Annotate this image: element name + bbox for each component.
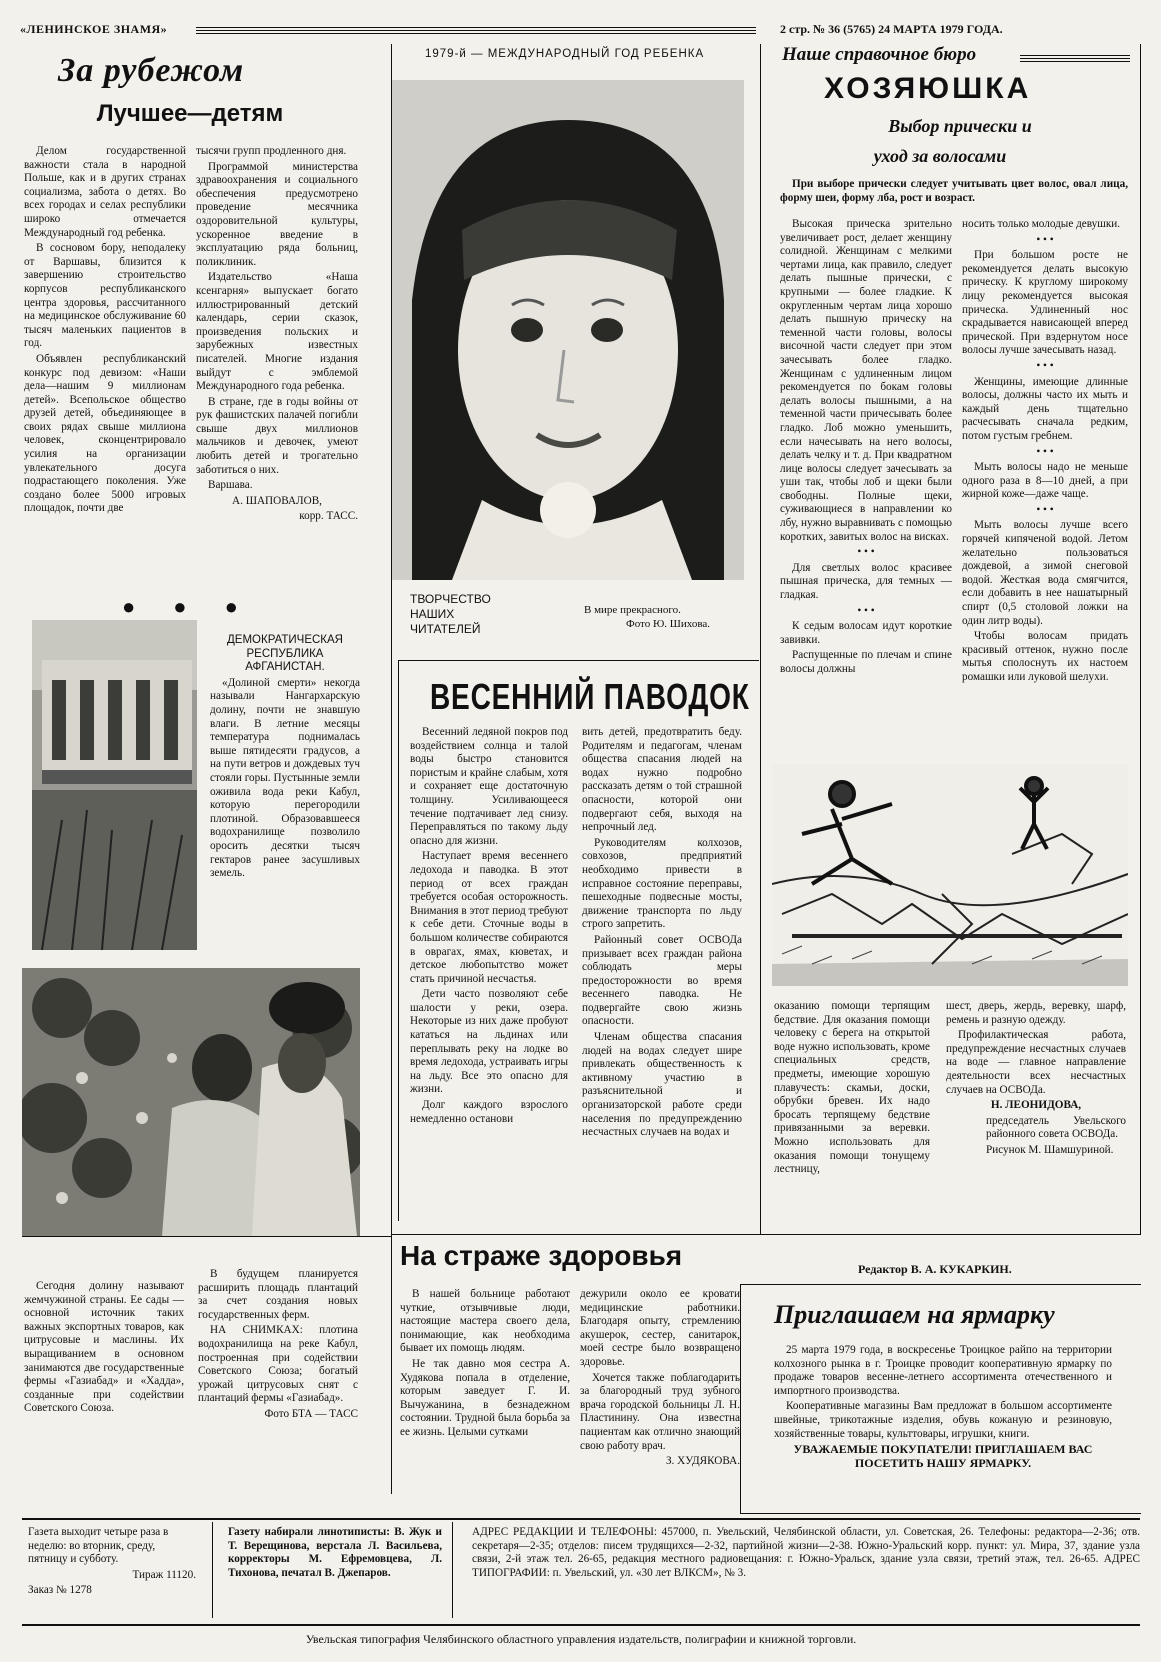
subtitle-hair-care: уход за волосами: [873, 146, 1007, 166]
dam-photo: [32, 620, 197, 950]
flood-col3: оказанию помощи терпящим бедствие. Для оказания помощи человеку с берега на открытой воде нужно использовать, кроме специальных средств, предметы, имеющие хорошую плавучесть: скамьи, доски, обрубки бревен. Их надо бросать терпящему бедствие привязанными за веревки. Можно использовать для оказания помощи тонущему лестницу,: [774, 1000, 930, 1176]
bureau-col1: Высокая прическа зрительно увеличивает рост, делает женщину солидной. Женщинам с мелкими чертами лица, как правило, следует делать пышные прически, с крупными — более гладкие. К округленным чертам лица хорошо делать пышную прическу на теменной части головы, волосы височной части следует при этом зачесывать более гладко. Женщинам с удлиненным лицом рекомендуется по бокам головы делать волосы пышными, а на теменной части причесывать более гладко. Лоб можно уменьшить, если начесывать на него волосы, делать челку и т. д. При квадратном лице волосы следует зачесывать за уши так, чтобы лоб и щеки были свободны. Полные щеки, суживающиеся в направлении ко лбу, нужно выравнивать с помощью коротких, завитых волос на висках. • • • Для светлых волос красивее пышная прическа, для темных — гладкая. • • • К седым волосам идут короткие завивки. Распущенные по плечам и спине волосы должны: [780, 218, 952, 675]
health-col1: В нашей больнице работают чуткие, отзывчивые люди, настоящие мастера своего дела, понимающие, как необходима бывает их помощь людям. Не так давно моя сестра А. Худякова попала в отделение, которым заведует Г. И. Вычужанина, в безнадежном состоянии. Трудной была борьба за ее жизнь. Целыми сутками: [400, 1288, 570, 1438]
year-of-child-banner: 1979-й — МЕЖДУНАРОДНЫЙ ГОД РЕБЕНКА: [425, 48, 705, 60]
creativity-label: ТВОРЧЕСТВО НАШИХ ЧИТАТЕЛЕЙ: [410, 592, 491, 636]
col-rule-1: [391, 44, 392, 1234]
masthead-rule: [196, 26, 756, 34]
issue-line: 2 стр. № 36 (5765) 24 МАРТА 1979 ГОДА.: [780, 22, 1003, 36]
flood-col1: Весенний ледяной покров под воздействием солнца и талой воды быстро становится пористым и крайне слабым, хотя и сохраняет еще достаточную толщину. Усиливающееся течение подтачивает лед снизу. Переправляться по такому льду опасно для жизни. Наступает время весеннего ледохода и паводка. В этот период от всех граждан требуется особая осторожность. Внимания в этот период требуют к себе дети. Сточные воды в большом количестве собираются в оврагах, ямах, кюветах, и детское любопытство может стать причиной несчастья. Дети часто позволяют себе шалости у реки, озера. Некоторые из них даже пробуют кататься на льдинах или переплывать реку на лодке во время ледохода, устраивать игры на льду. Все это опасно для жизни. Долг каждого взрослого немедленно останови: [410, 726, 568, 1125]
fair-text: 25 марта 1979 года, в воскресенье Троицкое райпо на территории колхозного рынка в г. Троицке проводит кооперативную ярмарку по продаже товаров весенне-летнего ассортимента отечественного и импортного производства. Кооперативные магазины Вам предложат в большом ассортименте швейные, трикотажные изделия, обувь кожаную и резиновую, хозяйственные товары, культтовары, игрушки, книги. УВАЖАЕМЫЕ ПОКУПАТЕЛИ! ПРИГЛАШАЕМ ВАС ПОСЕТИТЬ НАШУ ЯРМАРКУ.: [774, 1344, 1112, 1470]
abroad-col2: тысячи групп продленного дня. Программой министерства здравоохранения и социального обеспечения предусмотрено проведение месячника оздоровительной культуры, ускоренное введение в эксплуатацию ряда больниц, поликлиник. Издательство «Наша ксенгарня» выпускает богато иллюстрированный детский календарь, серии сказок, произведения польских и зарубежных известных писателей. Многие издания выйдут с эмблемой Международного года ребенка. В стране, где в годы войны от рук фашистских палачей погибли свыше двух миллионов мальчиков и девочек, умеют любить детей и трогательно заботиться о них. Варшава. А. ШАПОВАЛОВ, корр. ТАСС.: [196, 145, 358, 523]
ice-drawing: [772, 764, 1128, 986]
health-col2: дежурили около ее кровати медицинские работники. Благодаря опыту, стремлению акушерок, сестер, санитарок, моей сестре было возвращено здоровье. Хочется также поблагодарить за благородный труд зубного врача городской больницы Л. Н. Пластинину. Она известна пациентам как отлично знающий свою работу врач. З. ХУДЯКОВА.: [580, 1288, 740, 1468]
footer-rule-2: [452, 1522, 453, 1618]
editor-line: Редактор В. А. КУКАРКИН.: [858, 1262, 1012, 1276]
bureau-col2: носить только молодые девушки. • • • При большом росте не рекомендуется делать высокую прическу. К круглому широкому лицу рекомендуется высокая прическа. Удлиненный нос скрадывается нависающей вперед прической. При вздернутом носе волосы лучше зачесывать назад. • • • Женщины, имеющие длинные волосы, должны часто их мыть и каждый день тщательно расчесывать сначала редким, потом густым гребнем. • • • Мыть волосы надо не меньше одного раза в 8—10 дней, а при жирной коже—даже чаще. • • • Мыть волосы лучше всего горячей кипяченой водой. Летом желательно пользоваться дождевой, а зимой снеговой водой. Жесткая вода смягчится, если добавить в нее нашатырный спирт (0,5 столовой ложки на один литр воды). Чтобы волосам придать красивый оттенок, нужно после мытья сполоснуть их настоем ромашки или луковой шелухи.: [962, 218, 1128, 683]
footer-schedule: Газета выходит четыре раза в неделю: во вторник, среду, пятницу и субботу. Тираж 11120. Заказ № 1278: [28, 1526, 196, 1597]
footer-rule-bottom: [22, 1624, 1140, 1626]
col-rule-2: [760, 44, 761, 1234]
subtitle-hairstyle: Выбор прически и: [888, 116, 1032, 136]
portrait-credit: Фото Ю. Шихова.: [626, 618, 711, 630]
afghan-bottom-col1: Сегодня долину называют жемчужиной страны. Ее сады — основной источник таких важных экспортных товаров, как цитрусовые и маслины. Их выращиванием в основном занимаются две государственные фермы «Газиабад» и «Хадда», созданные при содействии Советского Союза.: [24, 1280, 184, 1415]
rubric-abroad: За рубежом: [58, 52, 245, 89]
headline-on-guard-of-health: На страже здоровья: [400, 1240, 683, 1271]
bureau-lead: При выборе прически следует учитывать цвет волос, овал лица, форму шеи, форму лба, рост и возраст.: [780, 178, 1128, 204]
footer-printer: Увельская типография Челябинского областного управления издательств, полиграфии и книжной торговли.: [305, 1632, 857, 1646]
headline-best-for-children: Лучшее—детям: [96, 100, 284, 127]
headline-spring-flood: ВЕСЕННИЙ ПАВОДОК: [430, 676, 750, 717]
footer-typeset: Газету набирали линотиписты: В. Жук и Т. Верещинова, верстала Л. Васильева, корректоры М. Ефремовцева, Л. Тихонова, печатал В. Джепаров.: [228, 1526, 442, 1579]
rubric-bureau: Наше справочное бюро: [782, 44, 977, 65]
bureau-rule: [1020, 54, 1130, 62]
citrus-harvest-photo: [22, 968, 360, 1236]
girl-portrait-photo: [392, 80, 744, 580]
afghan-bottom-col2: В будущем планируется расширить площадь плантаций за счет создания новых государственных ферм. НА СНИМКАХ: плотина водохранилища на реке Кабул, построенная при содействии Советского Союза; богатый урожай цитрусовых снят с плантаций фермы «Газиабад». Фото БТА — ТАСС: [198, 1268, 358, 1420]
col-rule-health: [391, 1234, 392, 1494]
footer-rule-1: [212, 1522, 213, 1618]
afghan-text: ДЕМОКРАТИЧЕСКАЯ РЕСПУБЛИКА АФГАНИСТАН. «Долиной смерти» некогда называли Нангархарскую долину, почти не знавшую влаги. В летние месяцы температура поднималась выше пятидесяти градусов, а на пути ветров и дождевых туч стояли горы. Пустынные земли оживила вода реки Кабул, которую перегородили плотиной. Образовавшееся водохранилище позволило оросить десятки тысяч гектаров ранее засушливых земель.: [210, 634, 360, 880]
col-rule-3: [1140, 44, 1141, 1234]
headline-fair: Приглашаем на ярмарку: [774, 1300, 1055, 1329]
rule-over-health: [391, 1234, 1141, 1235]
footer-rule-top: [22, 1518, 1140, 1520]
title-khozyayushka: ХОЗЯЮШКА: [824, 72, 1032, 105]
rule-under-photo: [22, 1236, 392, 1237]
flood-col4: шест, дверь, жердь, веревку, шарф, ремень и разную одежду. Профилактическая работа, предупреждение несчастных случаев на воде — главное направление деятельности всех несчастных случаев на ОСВОДа. Н. ЛЕОНИДОВА, председатель Увельского районного совета ОСВОДа. Рисунок М. Шамшуриной.: [946, 1000, 1126, 1156]
separator-dots: ●●●: [122, 594, 276, 619]
flood-col2: вить детей, предотвратить беду. Родителям и педагогам, членам общества спасания людей на водах нужно подробно рассказать детям о той страшной опасности, которой они подвергают себя, выходя на непрочный лед. Руководителям колхозов, совхозов, предприятий необходимо привести в исправное состояние переправы, пешеходные подвесные мосты, движение транспорта по льду строго запретить. Районный совет ОСВОДа призывает всех граждан района соблюдать меры предосторожности во время весеннего паводка. Не подвергайте свою жизнь опасности. Членам общества спасания людей на водах следует шире привлекать общественность к активному участию в разъяснительной и организаторской работе среди населения по предупреждению несчастных случаев на водах и: [582, 726, 742, 1139]
footer-address: АДРЕС РЕДАКЦИИ И ТЕЛЕФОНЫ: 457000, п. Увельский, Челябинской области, ул. Советская, 26. Телефоны: редактора—2-36; отв. секретаря—2-35; отделов: писем трудящихся—2-32, партийной жизни—2-38. Южно-Уральский корр. пункт: ул. Мира, 37, здание узла связи, 2-й этаж тел. 26-65, редакция местного радиовещания: г. Южно-Уральск, здание узла связи, третий этаж, тел. 26-65. АДРЕС ТИПОГРАФИИ: п. Увельский, ул. «30 лет ВЛКСМ», № 3.: [472, 1526, 1140, 1579]
paper-name: «ЛЕНИНСКОЕ ЗНАМЯ»: [20, 22, 168, 36]
portrait-caption: В мире прекрасного.: [584, 604, 681, 616]
abroad-col1: Делом государственной важности стала в народной Польше, как и в других странах социализма, забота о детях. Во всех городах и селах республики широко отмечается Международный год ребенка. В сосновом бору, неподалеку от Варшавы, близится к завершению строительство корпусов республиканского центра здоровья, рассчитанного на медицинское обслуживание 60 тысяч маленьких пациентов в год. Объявлен республиканский конкурс под девизом: «Наши дела—нашим 9 миллионам детей». Всепольское общество друзей детей, объединяющее в своих рядах свыше миллиона человек, сконцентрировало усилия на организации увлекательного досуга подрастающего поколения. Уже создано более 5000 игровых площадок, почти две: [24, 145, 186, 515]
